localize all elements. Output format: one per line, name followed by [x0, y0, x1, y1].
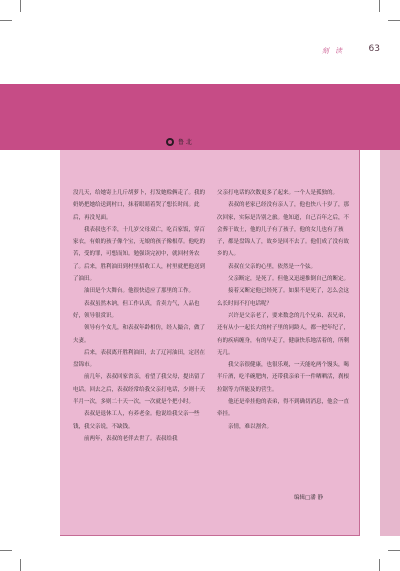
crop-mark-bottom-left-h	[0, 550, 12, 551]
right-paragraph: 父亲打电话的次数更多了起来。一个人是孤独的。	[217, 190, 339, 196]
right-paragraph: 兴许是父亲老了，要来数念的几个兄弟、表兄弟，还有从小一起长大的村子里的同龄人，都一把年纪了，有的疾病缠身，有的早走了，健康快乐地活着的，所剩无几。	[217, 312, 350, 356]
page-number: 63	[368, 44, 380, 54]
crop-mark-bottom-left	[20, 559, 21, 571]
section-title: 刻 读	[321, 47, 344, 55]
editor-credit: 编辑□潘 静	[294, 495, 323, 501]
author-byline	[166, 137, 192, 146]
crop-mark-top-left	[20, 0, 21, 12]
left-paragraph: 我表叔也不幸，十几岁父母双亡，吃百家饭，穿百家衣，有娘的孩子像个宝，无娘的孩子像根草。他吃的苦，受的罪，可想而知。勉强读完初中，就回村务农了。后来，胜利油田到村里招收工人，村里就把他送到了油田。	[73, 226, 206, 283]
left-paragraph: 前几年，表叔回家省亲，看望了我父母，提出留了电话。回去之后，表叔经常给我父亲打电话，少则十天半月一次，多则二十天一次，一次就是个把小时。	[73, 374, 206, 406]
crop-mark-top-right-h	[388, 20, 400, 21]
left-paragraph: 后来，表叔离开胜利油田，去了辽河油田，定居在盘锦市。	[73, 349, 206, 369]
right-paragraph: 亲情，难以割舍。	[228, 423, 273, 430]
right-paragraph: 表叔的老家已经没有亲人了，他也快八十岁了，那次回家，实际是告别之旅。他知道，自己百年之后，不会葬于故土，他的儿子有了孩子，他的女儿也有了孩子，都是盘锦人了，故乡是回不去了。他们成了没有故乡的人。	[217, 202, 350, 258]
left-paragraph: 前两年，表叔的老伴去世了。表叔给我	[84, 435, 178, 442]
right-paragraph: 父亲断定，是死了。但他又迅速推倒自己的断定。	[228, 276, 350, 283]
author-name: 鲁 北	[178, 139, 192, 146]
left-paragraph: 油田是个大舞台。他很快适应了那里的工作。	[84, 288, 195, 295]
left-paragraph: 没几天，给她寄上几斤胡萝卜，打发她赊俩走了。我的奶奶把她给送到村口，抹着眼睛着哭了想长时间。此后，再没见面。	[73, 190, 206, 221]
text-column-right	[217, 187, 351, 433]
text-column-left	[73, 187, 207, 445]
left-paragraph: 领导有个女儿，和表叔年龄相仿，经人撮合，做了夫妻。	[73, 325, 206, 344]
right-paragraph: 表叔在父亲的心里，依然是一个弦。	[228, 263, 317, 270]
decorative-strip	[380, 150, 400, 536]
left-paragraph: 表叔是退休工人，有养老金。他说给我父亲一些钱，我父亲说，不缺钱。	[73, 411, 200, 430]
page-header	[0, 0, 400, 84]
right-paragraph: 他还是牵挂他的表弟，得不到确切消息，他会一直牵挂。	[217, 399, 350, 418]
crop-mark-top-right	[379, 0, 380, 12]
article-panel	[60, 150, 360, 536]
crop-mark-bottom-right	[379, 559, 380, 571]
crop-mark-bottom-right-h	[388, 550, 400, 551]
crop-mark-top-left-h	[0, 20, 12, 21]
title-band	[0, 84, 400, 150]
right-paragraph: 我父亲很健康，也很乐观，一天能吃两个馒头，喝半斤酒，吃半碗肥肉，还带我亲弟干一件晒晒活，刹根拉锯等力所能及的营生。	[217, 362, 350, 393]
right-paragraph: 接着又断定他已经死了。如果不是死了，怎么会这么长时间不打电话呢？	[217, 288, 350, 307]
author-badge-icon	[166, 138, 174, 146]
left-paragraph: 表叔虽然木讷，但工作认真，肯卖力气，人品也好，领导很赏识。	[73, 300, 200, 319]
